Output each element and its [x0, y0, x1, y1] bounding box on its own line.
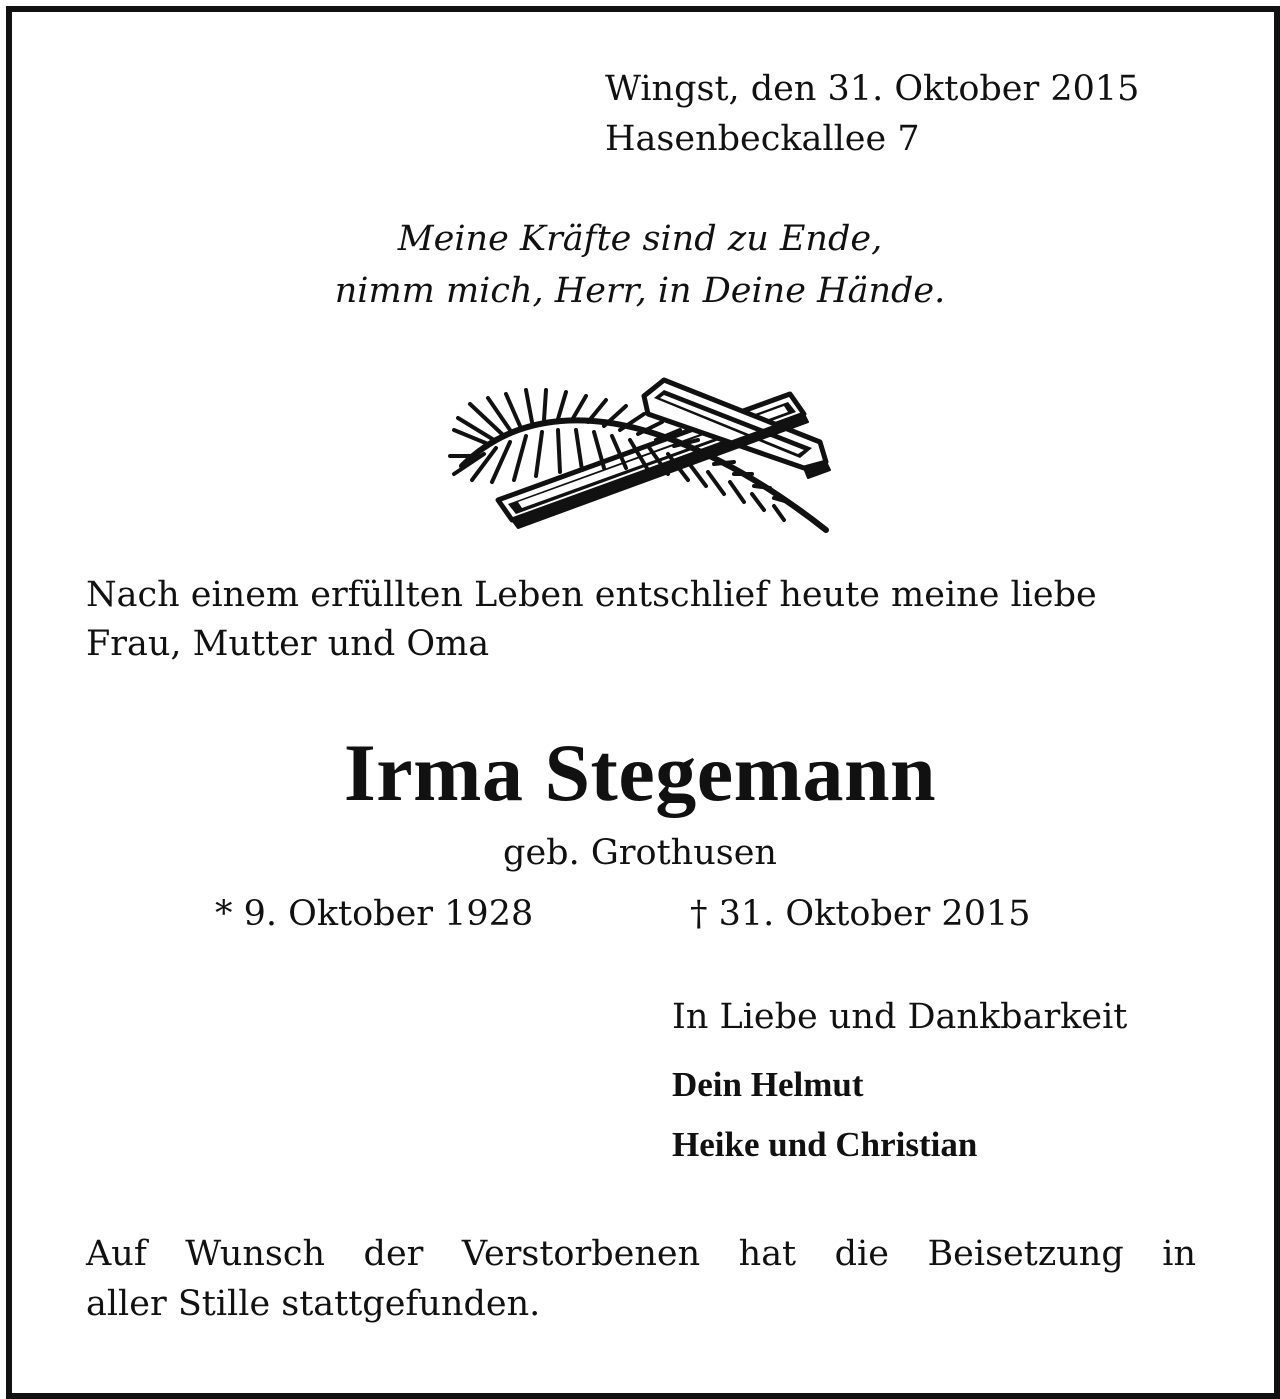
announcement-line-2: Frau, Mutter und Oma	[86, 624, 490, 664]
birth-date: * 9. Oktober 1928	[215, 894, 534, 934]
verse-line-2: nimm mich, Herr, in Deine Hände.	[334, 271, 946, 311]
mourner-name: Dein Helmut	[672, 1065, 864, 1104]
address: Hasenbeckallee 7	[605, 119, 920, 159]
cross-with-palm-branch-icon	[448, 370, 834, 538]
closing-phrase: In Liebe und Dankbarkeit	[672, 997, 1128, 1037]
place-date: Wingst, den 31. Oktober 2015	[605, 69, 1140, 109]
funeral-notice-line-1: Auf Wunsch der Verstorbenen hat die Beisetzung in	[86, 1234, 1196, 1274]
birth-name: geb. Grothusen	[503, 833, 777, 873]
mourner-name: Heike und Christian	[672, 1125, 978, 1164]
deceased-name: Irma Stegemann	[343, 727, 937, 818]
verse-line-1: Meine Kräfte sind zu Ende,	[397, 219, 883, 259]
death-date: † 31. Oktober 2015	[690, 894, 1031, 934]
funeral-notice-line-2: aller Stille stattgefunden.	[86, 1284, 541, 1324]
announcement-line-1: Nach einem erfüllten Leben entschlief heute meine liebe	[86, 575, 1097, 615]
